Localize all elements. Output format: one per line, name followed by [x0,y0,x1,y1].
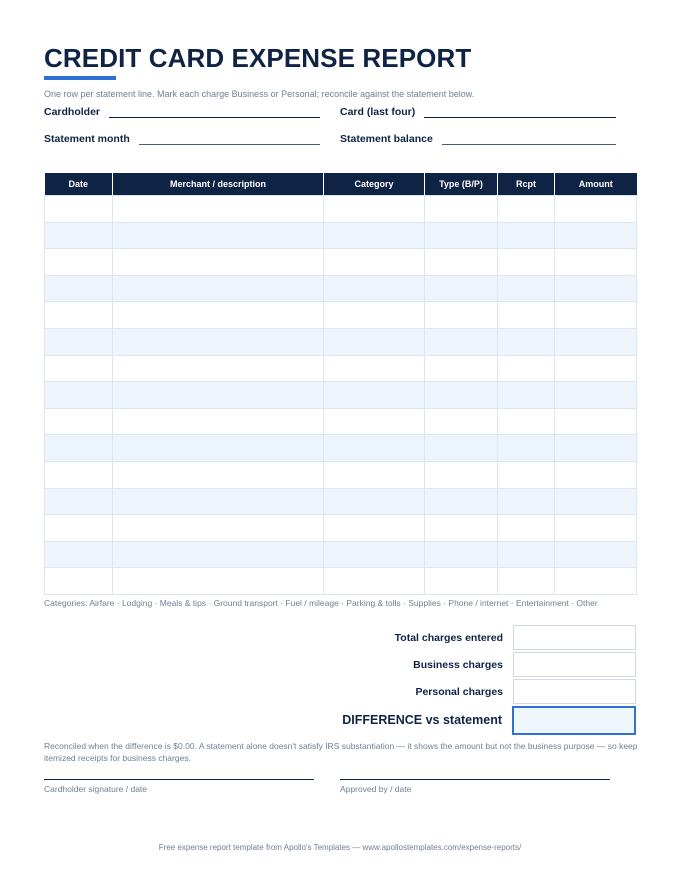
cell-date[interactable] [45,515,113,542]
approver-signature-label: Approved by / date [340,784,412,794]
business-charges-label: Business charges [413,658,503,671]
cell-receipt[interactable] [498,355,555,382]
cell-merchant[interactable] [113,435,324,462]
cell-type[interactable] [425,382,498,409]
cell-merchant[interactable] [113,328,324,355]
cell-amount[interactable] [555,302,637,329]
cell-date[interactable] [45,222,113,249]
cell-amount[interactable] [555,275,637,302]
cell-amount[interactable] [555,328,637,355]
table-row [45,515,637,542]
cell-receipt[interactable] [498,461,555,488]
total-charges-row [300,625,636,650]
cell-receipt[interactable] [498,541,555,568]
cell-date[interactable] [45,568,113,595]
cell-receipt[interactable] [498,488,555,515]
statement-month-input-line[interactable] [139,144,320,145]
cell-type[interactable] [425,541,498,568]
cell-amount[interactable] [555,461,637,488]
categories-legend: Categories: Airfare · Lodging · Meals & tips · Ground transport · Fuel / mileage · Parking & tolls · Supplies · Phone / internet · Entertainment · Other [44,598,598,608]
cell-date[interactable] [45,355,113,382]
cell-date[interactable] [45,196,113,223]
cell-type[interactable] [425,568,498,595]
cell-date[interactable] [45,249,113,276]
difference-input[interactable] [512,706,636,735]
expense-table [44,173,637,595]
table-row [45,488,637,515]
approver-signature-block [340,779,610,794]
cell-receipt[interactable] [498,515,555,542]
table-header-row [45,173,637,196]
cell-category[interactable] [324,328,425,355]
cell-merchant[interactable] [113,488,324,515]
table-row [45,328,637,355]
table-row [45,302,637,329]
cell-date[interactable] [45,328,113,355]
difference-row [300,706,636,734]
cell-receipt[interactable] [498,568,555,595]
cell-category[interactable] [324,541,425,568]
cell-receipt[interactable] [498,435,555,462]
cell-type[interactable] [425,488,498,515]
cell-merchant[interactable] [113,461,324,488]
cell-merchant[interactable] [113,222,324,249]
cell-amount[interactable] [555,541,637,568]
cardholder-label: Cardholder [44,106,101,118]
cell-type[interactable] [425,222,498,249]
cell-receipt[interactable] [498,328,555,355]
column-header-type: Type (B/P) [425,173,498,196]
cell-merchant[interactable] [113,568,324,595]
cell-category[interactable] [324,515,425,542]
table-row [45,275,637,302]
business-charges-row [300,652,636,677]
cell-merchant[interactable] [113,408,324,435]
cell-category[interactable] [324,461,425,488]
column-header-merchant: Merchant / description [113,173,324,196]
table-row [45,408,637,435]
cell-category[interactable] [324,222,425,249]
cell-date[interactable] [45,461,113,488]
personal-charges-input[interactable] [513,679,636,704]
column-header-receipt: Rcpt [498,173,555,196]
cell-merchant[interactable] [113,302,324,329]
cell-amount[interactable] [555,488,637,515]
cell-amount[interactable] [555,408,637,435]
cell-type[interactable] [425,408,498,435]
approver-signature-line[interactable] [340,779,610,780]
table-row [45,249,637,276]
cardholder-input-line[interactable] [109,117,320,118]
cell-merchant[interactable] [113,275,324,302]
page-title: CREDIT CARD EXPENSE REPORT [44,43,472,73]
table-row [45,382,637,409]
total-charges-label: Total charges entered [394,631,503,644]
table-row [45,541,637,568]
card-last-four-label: Card (last four) [340,106,416,118]
cell-date[interactable] [45,541,113,568]
cell-merchant[interactable] [113,541,324,568]
cell-type[interactable] [425,275,498,302]
cell-category[interactable] [324,302,425,329]
expense-table-body [45,196,637,595]
statement-month-label: Statement month [44,133,130,145]
cell-category[interactable] [324,249,425,276]
cell-category[interactable] [324,382,425,409]
footer-credit: Free expense report template from Apollo's Templates — www.apollostemplates.com/expense-reports/ [158,843,522,852]
cell-category[interactable] [324,568,425,595]
cell-type[interactable] [425,249,498,276]
cell-date[interactable] [45,302,113,329]
total-charges-input[interactable] [513,625,636,650]
table-row [45,355,637,382]
cell-date[interactable] [45,488,113,515]
table-row [45,435,637,462]
card-last-four-field[interactable] [340,103,616,119]
title-underline [44,76,116,80]
cell-amount[interactable] [555,515,637,542]
personal-charges-label: Personal charges [415,685,503,698]
cell-merchant[interactable] [113,515,324,542]
column-header-category: Category [324,173,425,196]
card-last-four-input-line[interactable] [424,117,616,118]
table-row [45,461,637,488]
business-charges-input[interactable] [513,652,636,677]
table-row [45,222,637,249]
cell-type[interactable] [425,515,498,542]
statement-month-field[interactable] [44,130,320,146]
cell-merchant[interactable] [113,355,324,382]
cell-date[interactable] [45,382,113,409]
cell-amount[interactable] [555,249,637,276]
cell-receipt[interactable] [498,196,555,223]
table-row [45,196,637,223]
cell-amount[interactable] [555,435,637,462]
difference-label: DIFFERENCE vs statement [342,713,502,727]
cell-receipt[interactable] [498,222,555,249]
cardholder-signature-label: Cardholder signature / date [44,784,148,794]
cell-amount[interactable] [555,382,637,409]
cell-amount[interactable] [555,568,637,595]
cell-category[interactable] [324,196,425,223]
cell-type[interactable] [425,196,498,223]
cell-date[interactable] [45,275,113,302]
cell-receipt[interactable] [498,302,555,329]
statement-balance-input-line[interactable] [442,144,616,145]
statement-balance-field[interactable] [340,130,616,146]
cell-merchant[interactable] [113,196,324,223]
cell-category[interactable] [324,488,425,515]
cardholder-signature-line[interactable] [44,779,314,780]
cell-category[interactable] [324,408,425,435]
cell-receipt[interactable] [498,275,555,302]
reconcile-note: Reconciled when the difference is $0.00. A statement alone doesn't satisfy IRS substantiation — it shows the amount but not the business purpose — so keep itemized receipts for business charges. [44,741,638,763]
cell-merchant[interactable] [113,249,324,276]
cell-category[interactable] [324,435,425,462]
cell-date[interactable] [45,408,113,435]
cell-type[interactable] [425,302,498,329]
cell-category[interactable] [324,275,425,302]
personal-charges-row [300,679,636,704]
cell-date[interactable] [45,435,113,462]
cardholder-signature-block [44,779,314,794]
cell-amount[interactable] [555,355,637,382]
statement-balance-label: Statement balance [340,133,433,145]
cardholder-field[interactable] [44,103,320,119]
cell-merchant[interactable] [113,382,324,409]
cell-amount[interactable] [555,222,637,249]
cell-receipt[interactable] [498,382,555,409]
cell-type[interactable] [425,435,498,462]
column-header-date: Date [45,173,113,196]
instructions-text: One row per statement line. Mark each charge Business or Personal; reconcile against the statement below. [44,89,475,99]
cell-type[interactable] [425,328,498,355]
cell-category[interactable] [324,355,425,382]
cell-type[interactable] [425,355,498,382]
table-row [45,568,637,595]
cell-amount[interactable] [555,196,637,223]
cell-receipt[interactable] [498,408,555,435]
cell-type[interactable] [425,461,498,488]
cell-receipt[interactable] [498,249,555,276]
column-header-amount: Amount [555,173,637,196]
